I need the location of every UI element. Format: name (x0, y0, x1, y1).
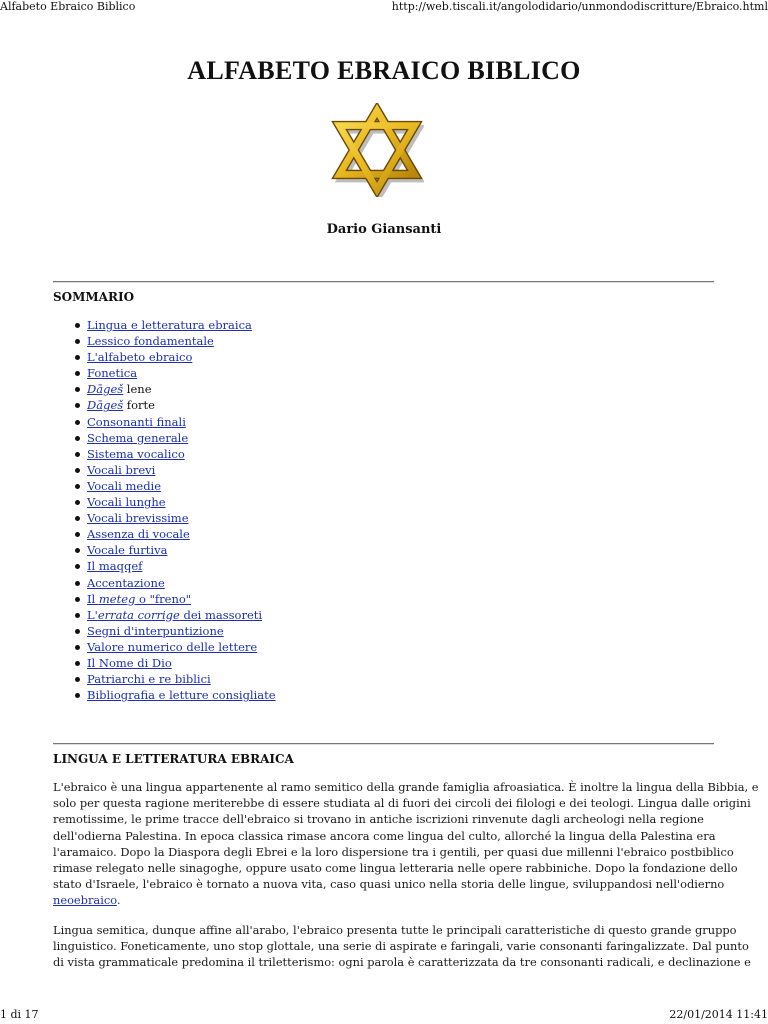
toc-item (53, 317, 276, 333)
toc-link-text: Bibliografia e letture consigliate (87, 688, 276, 703)
star-of-david-icon (330, 103, 424, 197)
toc-link-text: Patriarchi e re biblici (87, 672, 211, 687)
toc-item (53, 430, 276, 446)
bullet-icon (75, 387, 80, 392)
toc-link-text: Il maqqef (87, 559, 143, 574)
toc-item (53, 639, 276, 655)
toc-link[interactable] (87, 576, 165, 590)
paragraph-intro (53, 779, 759, 909)
text-line: linguistico. Foneticamente, uno stop glottale, una serie di aspirate e faringali, varie consonanti faringalizzate. Dal punto (53, 939, 749, 954)
toc-link-suffix: o "freno" (135, 591, 192, 606)
toc-link[interactable] (87, 463, 155, 477)
print-footer-page: 1 di 17 (0, 1008, 39, 1021)
toc-item (53, 414, 276, 430)
toc-link-text: Lingua e letteratura ebraica (87, 318, 252, 332)
neoebraico-link[interactable]: neoebraico (53, 893, 117, 908)
toc-item (53, 446, 276, 462)
bullet-icon (75, 548, 80, 553)
toc-item (53, 365, 276, 381)
bullet-icon (75, 484, 80, 489)
toc-item (53, 397, 276, 413)
toc-link[interactable] (87, 527, 190, 541)
toc-link[interactable] (87, 608, 262, 622)
toc-item (53, 558, 276, 574)
toc-link[interactable] (87, 543, 167, 557)
bullet-icon (75, 468, 80, 473)
toc-link[interactable] (87, 656, 172, 670)
toc-link-text: Vocale furtiva (87, 543, 168, 558)
toc-link[interactable] (87, 447, 185, 461)
toc-link[interactable] (87, 398, 123, 412)
bullet-icon (75, 677, 80, 682)
toc-link-text: Vocali lunghe (87, 495, 166, 510)
print-header-title: Alfabeto Ebraico Biblico (0, 0, 136, 13)
toc-link-text: Lessico fondamentale (87, 334, 214, 349)
toc-link[interactable] (87, 640, 257, 654)
toc-link-suffix: dei massoreti (179, 607, 263, 622)
toc-link[interactable] (87, 511, 189, 525)
bullet-icon (75, 371, 80, 376)
text-line: solo per questa ragione meriterebbe di essere studiata al di fuori dei circoli dei filologi e dei teologi. Lingua dalle origini (53, 796, 751, 811)
bullet-icon (75, 564, 80, 569)
toc-link[interactable] (87, 624, 224, 638)
toc-link[interactable] (87, 366, 137, 380)
bullet-icon (75, 355, 80, 360)
toc-link-text: Segni d'interpuntizione (87, 623, 224, 638)
bullet-icon (75, 339, 80, 344)
toc-link-text: L'alfabeto ebraico (87, 350, 193, 365)
print-footer-datetime: 22/01/2014 11:41 (669, 1008, 768, 1021)
bullet-icon (75, 613, 80, 618)
text-line: remotissime, le prime tracce dell'ebraico si trovano in antiche iscrizioni rinvenute dagli archeologi nella regione (53, 812, 704, 827)
bullet-icon (75, 597, 80, 602)
page-title: ALFABETO EBRAICO BIBLICO (187, 56, 581, 85)
bullet-icon (75, 581, 80, 586)
toc-link[interactable] (87, 559, 142, 573)
text-line: rimase relegato nelle sinagoghe, oppure usato come lingua letteraria nelle opere rabbiniche. Dopo la fondazione dello (53, 861, 738, 876)
text-line: stato d'Israele, l'ebraico è tornato a nuova vita, caso quasi unico nella storia delle lingue, sviluppandosi nell'odierno (53, 877, 725, 892)
toc-link-text: Fonetica (87, 366, 138, 381)
toc-item (53, 542, 276, 558)
toc-link[interactable] (87, 431, 188, 445)
toc-link-text: Il Nome di Dio (87, 655, 172, 670)
toc-link[interactable] (87, 688, 276, 702)
toc-link-text: Il (87, 591, 99, 606)
toc-link-suffix: forte (123, 398, 155, 413)
toc-item (53, 494, 276, 510)
bullet-icon (75, 452, 80, 457)
toc-link-italic: Dāgeš (87, 398, 124, 413)
paragraph-semitic (53, 922, 751, 971)
toc-link-text: Schema generale (87, 430, 189, 445)
toc-link-text: Consonanti finali (87, 414, 186, 429)
bullet-icon (75, 403, 80, 408)
bullet-icon (75, 645, 80, 650)
divider (53, 743, 714, 745)
bullet-icon (75, 532, 80, 537)
toc-item (53, 687, 276, 703)
text-line (53, 892, 721, 908)
punctuation: . (116, 893, 121, 908)
toc-item (53, 333, 276, 349)
toc-link[interactable] (87, 382, 123, 396)
toc-link-text: L' (87, 607, 98, 622)
author-name: Dario Giansanti (326, 222, 442, 237)
toc-link[interactable] (87, 334, 214, 348)
toc-item (53, 671, 276, 687)
bullet-icon (75, 629, 80, 634)
toc-link-text: Vocali brevi (87, 462, 156, 477)
toc-link-italic: Dāgeš (87, 382, 124, 397)
toc-link-text: Vocali brevissime (87, 511, 189, 526)
section-heading-lingua: LINGUA E LETTERATURA EBRAICA (53, 752, 294, 766)
toc-item (53, 526, 276, 542)
toc-item (53, 349, 276, 365)
toc-item (53, 607, 276, 623)
toc-item (53, 575, 276, 591)
toc-link-text: Vocali medie (87, 478, 162, 493)
toc-link-text: Assenza di vocale (87, 527, 190, 542)
toc-link[interactable] (87, 415, 186, 429)
bullet-icon (75, 661, 80, 666)
toc-item (53, 462, 276, 478)
text-line: dell'odierna Palestina. In epoca classica rimase ancora come lingua del culto, allorché la lingua della Palestina era (53, 828, 716, 843)
toc-link-italic: errata corrige (97, 607, 180, 622)
bullet-icon (75, 500, 80, 505)
toc-link[interactable] (87, 672, 211, 686)
text-line: di vista grammaticale predomina il triletterismo: ogni parola è caratterizzata da tre consonanti radicali, e declinazione e (53, 955, 751, 970)
divider (53, 281, 714, 283)
bullet-icon (75, 693, 80, 698)
toc-link[interactable] (87, 318, 252, 332)
bullet-icon (75, 436, 80, 441)
toc-item (53, 591, 276, 607)
bullet-icon (75, 420, 80, 425)
toc-link[interactable] (87, 479, 161, 493)
toc-item (53, 655, 276, 671)
toc-item (53, 510, 276, 526)
bullet-icon (75, 516, 80, 521)
toc-item (53, 623, 276, 639)
toc-item (53, 478, 276, 494)
toc-link-text: Valore numerico delle lettere (87, 639, 258, 654)
print-header-url: http://web.tiscali.it/angolodidario/unmondodiscritture/Ebraico.html (391, 0, 768, 13)
toc-link[interactable] (87, 350, 192, 364)
text-line: L'ebraico è una lingua appartenente al ramo semitico della grande famiglia afroasiatica. È inoltre la lingua della Bibbia, e (53, 780, 759, 794)
toc-link-text: Sistema vocalico (87, 446, 185, 461)
summary-heading: SOMMARIO (53, 290, 135, 304)
toc-link[interactable] (87, 592, 191, 606)
text-line: l'aramaico. Dopo la Diaspora degli Ebrei e la loro dispersione tra i gentili, per quasi due millenni l'ebraico postbiblico (53, 844, 734, 859)
toc-link-suffix: lene (123, 382, 152, 397)
toc-item (53, 381, 276, 397)
toc-link-italic: meteg (98, 591, 136, 606)
text-line: Lingua semitica, dunque affine all'arabo, l'ebraico presenta tutte le principali caratteristiche di questo grande gruppo (53, 923, 737, 937)
toc-link-text: Accentazione (87, 575, 165, 590)
table-of-contents (53, 317, 276, 703)
toc-link[interactable] (87, 495, 166, 509)
bullet-icon (75, 323, 80, 328)
